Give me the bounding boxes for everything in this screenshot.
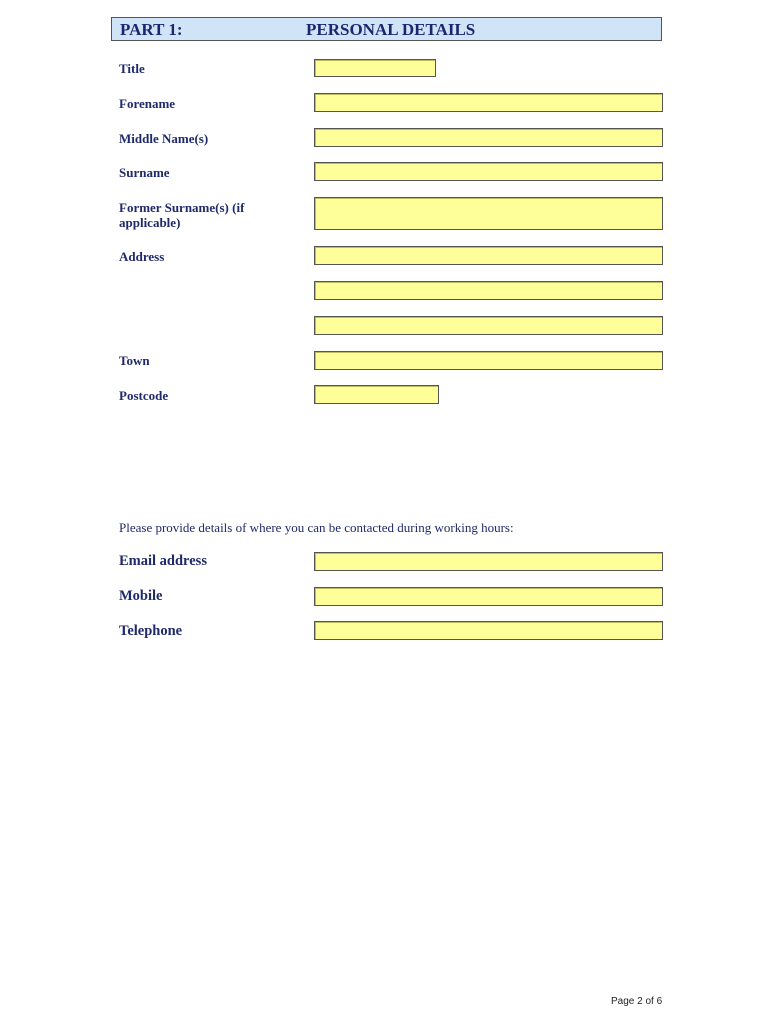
telephone-label: Telephone	[119, 623, 183, 639]
address-line1-field[interactable]	[314, 246, 663, 265]
surname-input[interactable]	[315, 164, 662, 181]
section-part-label: PART 1:	[120, 20, 183, 39]
forename-field[interactable]	[314, 93, 663, 112]
postcode-label: Postcode	[119, 388, 169, 403]
town-label: Town	[119, 353, 150, 368]
section-header	[111, 17, 662, 41]
postcode-field[interactable]	[314, 385, 439, 404]
former-surname-input[interactable]	[315, 198, 662, 229]
mobile-input[interactable]	[315, 589, 662, 606]
title-input[interactable]	[315, 61, 435, 77]
former-surname-label-line1: Former Surname(s) (if	[119, 200, 245, 215]
address-line1-input[interactable]	[315, 248, 662, 265]
middle-names-input[interactable]	[315, 130, 662, 147]
mobile-field[interactable]	[314, 587, 663, 606]
telephone-field[interactable]	[314, 621, 663, 640]
mobile-label: Mobile	[119, 588, 163, 604]
address-line3-input[interactable]	[315, 318, 662, 335]
address-label: Address	[119, 249, 165, 264]
former-surname-label	[119, 200, 244, 230]
town-input[interactable]	[315, 353, 662, 370]
email-label: Email address	[119, 553, 207, 569]
postcode-input[interactable]	[315, 387, 438, 404]
title-label: Title	[119, 61, 145, 76]
forename-input[interactable]	[315, 95, 662, 112]
page-number: Page 2 of 6	[611, 996, 663, 1007]
telephone-input[interactable]	[315, 623, 662, 640]
middle-names-label: Middle Name(s)	[119, 131, 209, 146]
surname-field[interactable]	[314, 162, 663, 181]
contact-instruction: Please provide details of where you can be contacted during working hours:	[119, 520, 514, 535]
address-line3-field[interactable]	[314, 316, 663, 335]
middle-names-field[interactable]	[314, 128, 663, 147]
section-title: PERSONAL DETAILS	[306, 20, 476, 39]
former-surname-field[interactable]	[314, 197, 663, 230]
address-line2-field[interactable]	[314, 281, 663, 300]
former-surname-label-line2: applicable)	[119, 215, 181, 230]
surname-label: Surname	[119, 165, 170, 180]
town-field[interactable]	[314, 351, 663, 370]
email-input[interactable]	[315, 554, 662, 571]
address-line2-input[interactable]	[315, 283, 662, 300]
email-field[interactable]	[314, 552, 663, 571]
title-field[interactable]	[314, 59, 436, 77]
forename-label: Forename	[119, 96, 176, 111]
